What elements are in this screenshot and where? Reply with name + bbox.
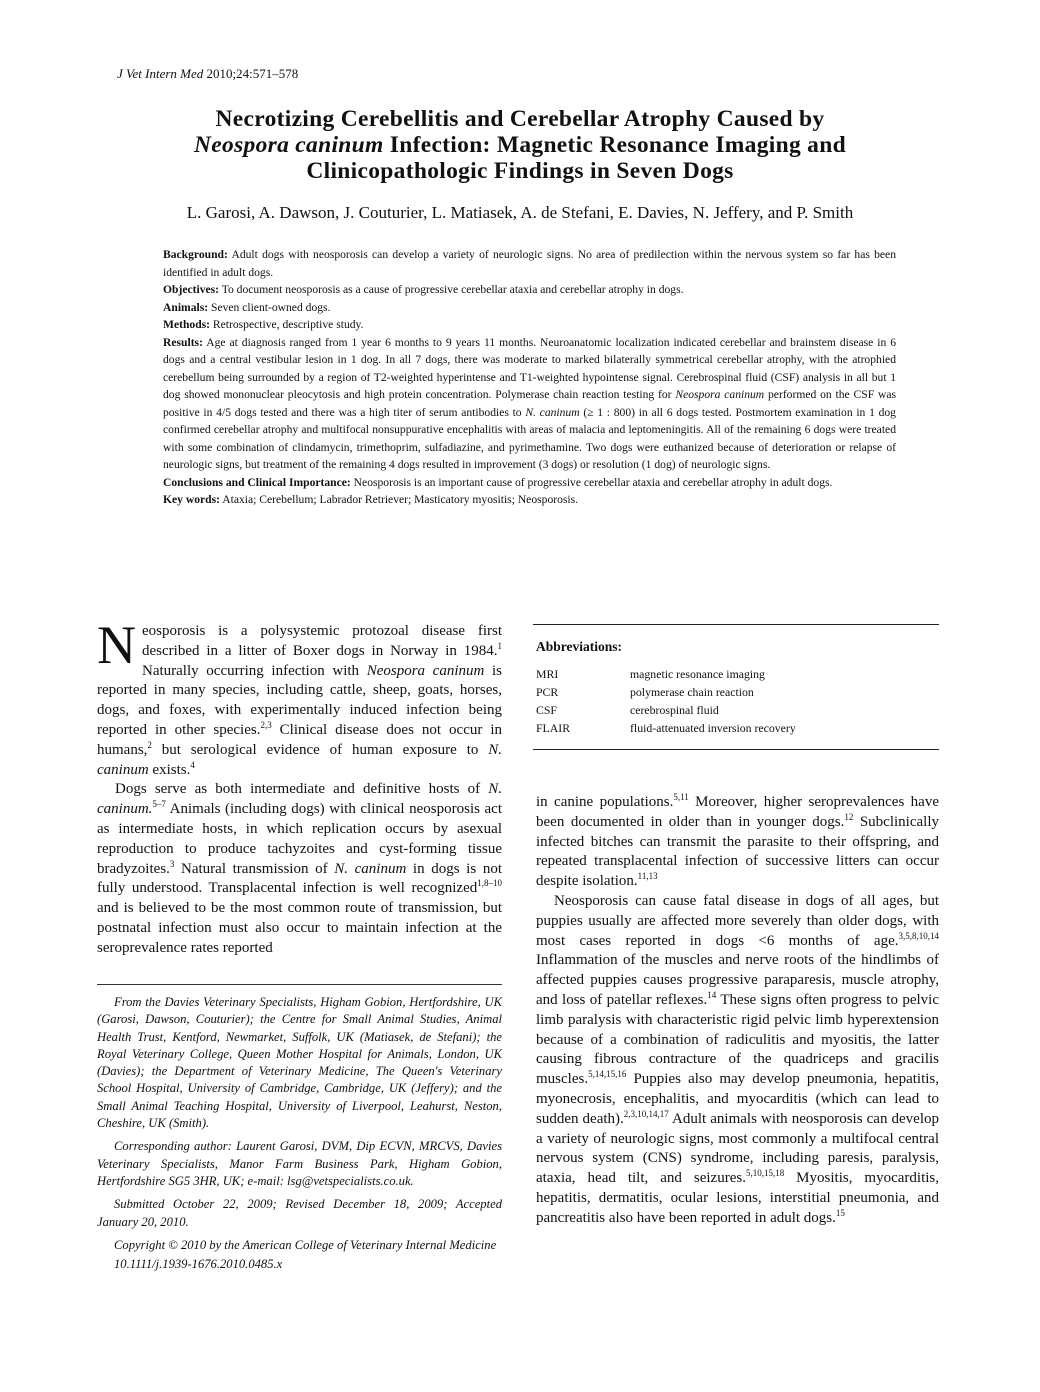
text-run: Animals (including dogs) with clinical neosporosis act as intermediate hosts, in which replication occurs by asexual reproduction to produce tachyzoites and cyst-forming tissue bradyzoites. — [97, 801, 502, 877]
results-text: Age at diagnosis ranged from 1 year 6 months to 9 years 11 months. Neuroanatomic localization indicated cerebellar and brainstem disease in 6 dogs and a central vestibular lesion in 1 dog. In all 7 dogs, there was moderate to marked bilaterally symmetrical cerebellar atrophy, with the atrophied cerebellum being surrounded by a region of T2-weighted hyperintense and T1-weighted hypointense signal. Cerebrospinal fluid (CSF) analysis in all but 1 dog showed mononuclear pleocytosis and high protein concentration. Polymerase chain reaction testing for — [163, 335, 896, 401]
text-run: Adult animals with neosporosis can develop a variety of neurologic signs, most commonly a multifocal central nervous system (CNS) syndrome, including paresis, paralysis, ataxia, head tilt, and seizures. — [536, 1110, 939, 1187]
abstract-keywords — [163, 491, 896, 509]
title-line-2-rest: Infection: Magnetic Resonance Imaging and — [383, 132, 846, 158]
text-run: Myositis, myocarditis, hepatitis, dermatitis, ocular lesions, interstitial pneumonia, and pancreatitis also have been reported in adult dogs. — [536, 1170, 939, 1226]
citation-ref: 12 — [844, 811, 854, 822]
doi-note: 10.1111/j.1939-1676.2010.0485.x — [114, 1257, 283, 1272]
abbreviation-term: MRI — [536, 667, 559, 681]
citation-ref: 3 — [169, 858, 175, 869]
text-run: exists. — [148, 761, 191, 778]
title-line-2 — [90, 132, 950, 158]
text-run: in canine populations. — [536, 794, 674, 810]
abbreviation-row — [533, 719, 939, 737]
title-line-3: Clinicopathologic Findings in Seven Dogs — [306, 158, 734, 184]
abbreviation-definition: magnetic resonance imaging — [630, 667, 765, 681]
methods-label: Methods: — [163, 318, 211, 331]
submission-dates-note: Submitted October 22, 2009; Revised December 18, 2009; Accepted January 20, 2010. — [97, 1197, 502, 1229]
results-text: performed on the CSF was positive in 4/5 dogs tested and there was a high titer of serum antibodies to — [163, 388, 896, 419]
text-run: Neosporosis can cause fatal disease in dogs of all ages, but puppies usually are affected more severely than older dogs, with most cases reported in dogs <6 months of age. — [536, 892, 939, 949]
results-species: N. caninum — [525, 405, 580, 419]
abstract-methods — [163, 316, 896, 334]
citation-ref: 1 — [497, 640, 502, 651]
abbreviation-term: CSF — [536, 703, 557, 717]
results-label: Results: — [163, 335, 203, 349]
text-run: Subclinically infected bitches can transmit the parasite to their offspring, and repeated transplacental infection of successive litters can occur despite isolation. — [536, 813, 939, 890]
body-column-left — [97, 615, 502, 959]
abbreviation-row — [533, 665, 939, 683]
affiliations-note: From the Davies Veterinary Specialists, Higham Gobion, Hertfordshire, UK (Garosi, Dawson, Couturier); the Centre for Small Animal Studies, Animal Health Trust, Kentford, Newmarket, Suffolk, UK (Matiasek, de Stefani); the Royal Veterinary College, Queen Mother Hospital for Animals, London, UK (Davies); the Department of Veterinary Medicine, The Queen's Veterinary School Hospital, University of Cambridge, Cambridge, UK (Jeffery); and the Small Animal Teaching Hospital, University of Liverpool, Leahurst, Neston, Cheshire, UK (Smith). — [97, 995, 502, 1131]
abstract — [163, 246, 896, 509]
methods-text: Retrospective, descriptive study. — [210, 318, 364, 331]
keywords-label: Key words: — [163, 493, 220, 506]
abbreviations-box — [533, 624, 939, 750]
text-run: Dogs serve as both intermediate and definitive hosts of — [115, 781, 489, 798]
text-run: Naturally occurring infection with — [142, 662, 367, 679]
background-text: Adult dogs with neosporosis can develop a variety of neurologic signs. No area of predilection within the nervous system so far has been identified in adult dogs. — [163, 248, 896, 279]
abbreviation-definition: polymerase chain reaction — [630, 685, 754, 699]
keywords-text: Ataxia; Cerebellum; Labrador Retriever; Masticatory myositis; Neosporosis. — [220, 493, 579, 506]
corresponding-author-note: Corresponding author: Laurent Garosi, DVM, Dip ECVN, MRCVS, Davies Veterinary Specialists, Manor Farm Business Park, Higham Gobion, Hertfordshire SG5 3HR, UK; e-mail: lsg@vetspecialists.co.uk. — [97, 1139, 502, 1188]
text-run: eosporosis is a polysystemic protozoal disease first described in a litter of Boxer dogs in Norway in 1984. — [142, 623, 502, 659]
abstract-results — [163, 334, 896, 474]
journal-name: J Vet Intern Med — [117, 66, 204, 81]
text-run: Inflammation of the muscles and nerve roots of the hindlimbs of affected puppies causes progressive paraparesis, muscle atrophy, and loss of patellar reflexes. — [536, 952, 939, 1008]
text-run: in dogs is not fully understood. Transplacental infection is well recognized — [97, 860, 502, 897]
abbreviation-row — [533, 683, 939, 701]
title-line-1: Necrotizing Cerebellitis and Cerebellar Atrophy Caused by — [215, 106, 825, 132]
body-paragraph — [97, 780, 502, 958]
background-label: Background: — [163, 248, 228, 261]
abstract-animals — [163, 299, 896, 317]
text-run: but serological evidence of human exposure to — [151, 741, 489, 758]
objectives-label: Objectives: — [163, 283, 220, 296]
species-name: N. caninum — [97, 741, 502, 778]
conclusions-text: Neosporosis is an important cause of progressive cerebellar ataxia and cerebellar atrophy in adult dogs. — [350, 475, 833, 489]
text-run: Natural transmission of — [174, 860, 335, 877]
text-run: Puppies also may develop pneumonia, hepatitis, myonecrosis, encephalitis, and myocarditis (which can lead to sudden death). — [536, 1071, 939, 1127]
citation-ref: 2,3,10,14,17 — [623, 1108, 669, 1119]
citation-ref: 3,5,8,10,14 — [898, 930, 939, 941]
abbreviation-definition: fluid-attenuated inversion recovery — [630, 721, 796, 735]
journal-citation — [117, 66, 298, 82]
citation-ref: 11,13 — [637, 871, 658, 882]
animals-text: Seven client-owned dogs. — [208, 300, 331, 314]
body-column-right — [536, 793, 939, 1229]
body-paragraph — [97, 615, 502, 780]
article-title — [90, 106, 950, 184]
footnote-divider — [97, 984, 502, 985]
footnotes — [97, 994, 502, 1279]
results-text: (≥ 1 : 800) in all 6 dogs tested. Postmortem examination in 1 dog confirmed cerebellar atrophy and multifocal nonsuppurative encephalitis with areas of malacia and leptomeningitis. All of the remaining 6 dogs were treated with some combination of clindamycin, trimethoprim, sulfadiazine, and pyrimethamine. Two dogs were euthanized because of deterioration or relapse of neurologic signs, but treatment of the remaining 4 dogs resulted in improvement (3 dogs) or resolution (1 dog) of neurologic signs. — [163, 405, 896, 471]
citation-ref: 5,11 — [673, 792, 689, 802]
citation-ref: 5–7 — [152, 799, 166, 810]
results-species: Neospora caninum — [675, 388, 765, 401]
animals-label: Animals: — [163, 300, 209, 314]
text-run: These signs often progress to pelvic limb paralysis with characteristic rigid pelvic limb hyperextension because of a combination of radiculitis and myositis, the latter causing fibrous contracture of the quadriceps and gracilis muscles. — [536, 991, 939, 1088]
species-name: N. caninum. — [97, 781, 502, 818]
species-name: N. caninum — [334, 860, 407, 877]
citation-ref: 5,14,15,16 — [588, 1069, 627, 1080]
copyright-note: Copyright © 2010 by the American College of Veterinary Internal Medicine — [114, 1237, 497, 1252]
citation-ref: 1,8–10 — [477, 878, 502, 889]
abbreviation-term: PCR — [536, 685, 559, 699]
citation-ref: 2,3 — [260, 719, 272, 730]
conclusions-label: Conclusions and Clinical Importance: — [163, 475, 351, 489]
abbreviation-row — [533, 701, 939, 719]
abstract-conclusions — [163, 474, 896, 492]
body-paragraph — [536, 793, 939, 892]
abbreviations-title: Abbreviations: — [536, 639, 623, 654]
abbreviation-definition: cerebrospinal fluid — [630, 703, 719, 717]
citation-ref: 15 — [835, 1207, 845, 1218]
text-run: is reported in many species, including cattle, sheep, goats, horses, dogs, and foxes, with experimentally induced infection being reported in other species. — [97, 662, 502, 738]
drop-cap: N — [97, 615, 136, 675]
objectives-text: To document neosporosis as a cause of progressive cerebellar ataxia and cerebellar atrophy in dogs. — [219, 283, 684, 296]
body-paragraph — [536, 892, 939, 1229]
citation-ref: 4 — [190, 759, 195, 770]
abstract-objectives — [163, 281, 896, 299]
volume-pages: 2010;24:571–578 — [203, 66, 299, 81]
abbreviation-term: FLAIR — [536, 721, 571, 735]
abstract-background — [163, 246, 896, 281]
author-list: L. Garosi, A. Dawson, J. Couturier, L. Matiasek, A. de Stefani, E. Davies, N. Jeffery, and P. Smith — [186, 203, 854, 222]
citation-ref: 5,10,15,18 — [745, 1168, 785, 1179]
title-species: Neospora caninum — [194, 132, 384, 158]
text-run: Moreover, higher seroprevalences have been documented in older than in younger dogs. — [536, 794, 939, 830]
citation-ref: 2 — [147, 739, 152, 750]
species-name: Neospora caninum — [366, 662, 485, 679]
text-run: Clinical disease does not occur in humans, — [97, 721, 502, 758]
text-run: and is believed to be the most common route of transmission, but postnatal infection must also occur to maintain infection at the seroprevalence rates reported — [97, 900, 502, 956]
citation-ref: 14 — [707, 989, 717, 1000]
